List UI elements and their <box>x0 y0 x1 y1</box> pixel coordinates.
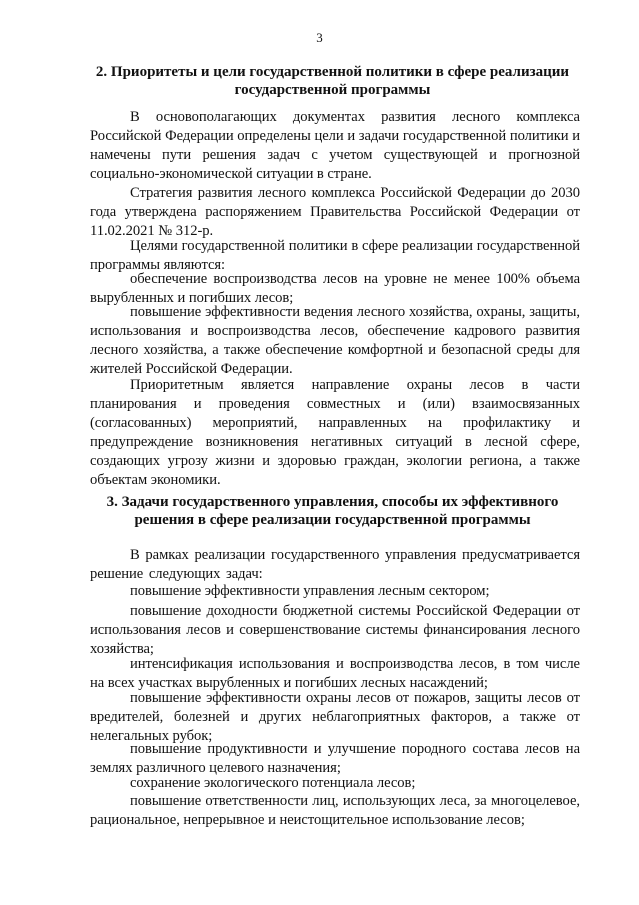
section-3-paragraph: повышение доходности бюджетной системы Российской Федерации от использования лесов и совершенствование системы финансирования лесного хозяйства; <box>90 603 580 657</box>
section-2-heading <box>85 63 580 99</box>
page-number: 3 <box>316 30 323 45</box>
section-3-paragraph: сохранение экологического потенциала лесов; <box>130 775 416 791</box>
section-3-paragraph: повышение ответственности лиц, использующих леса, за многоцелевое, рациональное, непрерывное и неистощительное использование лесов; <box>90 793 580 828</box>
section-2-paragraph: Стратегия развития лесного комплекса Российской Федерации до 2030 года утверждена распоряжением Правительства Российской Федерации от 11.02.2021 № 312-р. <box>90 185 580 239</box>
section-3-heading-line-2: решения в сфере реализации государственной программы <box>134 512 531 528</box>
section-3-paragraph: повышение эффективности охраны лесов от пожаров, защиты лесов от вредителей, болезней и других неблагоприятных факторов, а также от нелегальных рубок; <box>90 690 580 744</box>
section-2-paragraph: повышение эффективности ведения лесного хозяйства, охраны, защиты, использования и воспроизводства лесов, обеспечение кадрового развития лесного хозяйства, а также обеспечение комфортной и безопасной среды для жителей Российской Федерации. <box>90 304 580 377</box>
section-2-paragraph: В основополагающих документах развития лесного комплекса Российской Федерации определены цели и задачи государственной политики и намечены пути решения задач с учетом существующей и прогнозной социально-экономической ситуации в стране. <box>90 109 580 182</box>
section-3-paragraph: интенсификация использования и воспроизводства лесов, в том числе на всех участках вырубленных и погибших лесных насаждений; <box>90 656 580 691</box>
section-2-heading-line-2: государственной программы <box>234 82 431 98</box>
section-2-heading-line-1: 2. Приоритеты и цели государственной политики в сфере реализации <box>95 64 570 80</box>
section-3-paragraph: повышение продуктивности и улучшение породного состава лесов на землях различного целевого назначения; <box>90 741 580 776</box>
section-3-paragraph: повышение эффективности управления лесным сектором; <box>130 583 490 599</box>
section-3-paragraph: В рамках реализации государственного управления предусматривается решение следующих задач: <box>90 547 580 582</box>
section-2-paragraph: Приоритетным является направление охраны лесов в части планирования и проведения совместных и (или) взаимосвязанных (согласованных) мероприятий, направленных на профилактику и предупреждение возникновения негативных ситуаций в лесной сфере, создающих угрозу жизни и здоровью граждан, экологии региона, а также объектам экономики. <box>90 377 580 488</box>
section-3-heading-line-1: 3. Задачи государственного управления, способы их эффективного <box>106 494 559 510</box>
section-2-paragraph: обеспечение воспроизводства лесов на уровне не менее 100% объема вырубленных и погибших лесов; <box>90 271 580 306</box>
section-2-paragraph: Целями государственной политики в сфере реализации государственной программы являются: <box>90 238 580 273</box>
section-3-heading <box>85 493 580 529</box>
